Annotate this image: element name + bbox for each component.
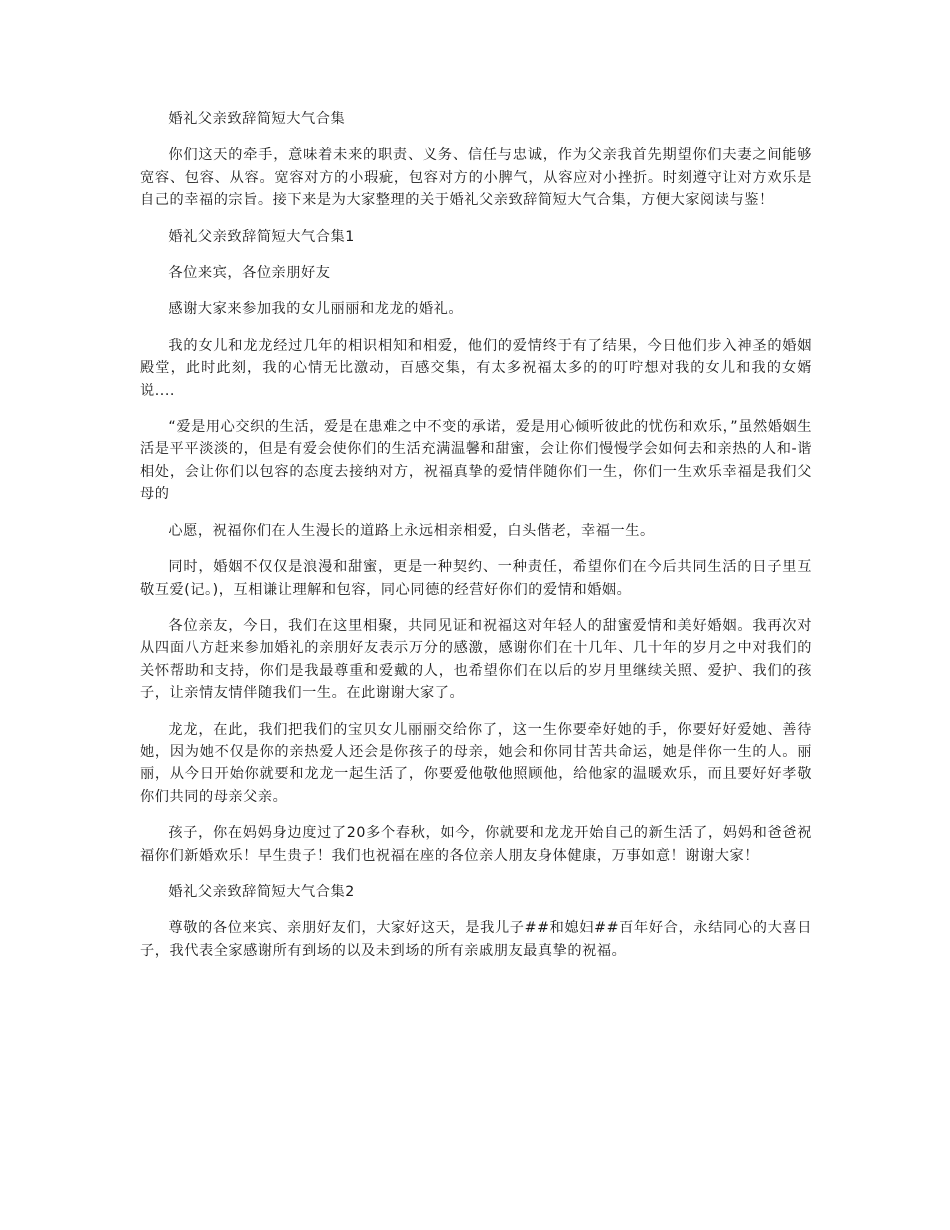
paragraph: 感谢大家来参加我的女儿丽丽和龙龙的婚礼。 bbox=[168, 301, 464, 318]
section-1-heading: 婚礼父亲致辞简短大气合集1 bbox=[168, 228, 355, 245]
paragraph: 同时，婚姻不仅仅是浪漫和甜蜜，更是一种契约、一种责任，希望你们在今后共同生活的日子里互敬互爱(记。)，互相谦让理解和包容，同心同德的经营好你们的爱情和婚姻。 bbox=[140, 559, 812, 598]
intro-paragraph: 你们这天的牵手，意味着未来的职责、义务、信任与忠诚，作为父亲我首先期望你们夫妻之间能够宽容、包容、从容。宽容对方的小瑕疵，包容对方的小脾气，从容应对小挫折。时刻遵守让对方欢乐是自己的幸福的宗旨。接下来是为大家整理的关于婚礼父亲致辞简短大气合集，方便大家阅读与鉴！ bbox=[140, 147, 812, 209]
paragraph: 尊敬的各位来宾、亲朋好友们，大家好这天，是我儿子##和媳妇##百年好合，永结同心的大喜日子，我代表全家感谢所有到场的以及未到场的所有亲戚朋友最真挚的祝福。 bbox=[140, 920, 812, 959]
paragraph: 各位亲友，今日，我们在这里相聚，共同见证和祝福这对年轻人的甜蜜爱情和美好婚姻。我再次对从四面八方赶来参加婚礼的亲朋好友表示万分的感激，感谢你们在十几年、几十年的岁月之中对我们的关怀帮助和支持，你们是我最尊重和爱戴的人，也希望你们在以后的岁月里继续关照、爱护、我们的孩子，让亲情友情伴随我们一生。在此谢谢大家了。 bbox=[140, 617, 812, 702]
paragraph: “爱是用心交织的生活，爱是在患难之中不变的承诺，爱是用心倾听彼此的忧伤和欢乐，”虽然婚姻生活是平平淡淡的，但是有爱会使你们的生活充满温馨和甜蜜，会让你们慢慢学会如何去和亲热的人和-谐相处，会让你们以包容的态度去接纳对方，祝福真挚的爱情伴随你们一生，你们一生欢乐幸福是我们父母的 bbox=[140, 419, 812, 503]
paragraph: 我的女儿和龙龙经过几年的相识相知和相爱，他们的爱情终于有了结果，今日他们步入神圣的婚姻殿堂，此时此刻，我的心情无比激动，百感交集，有太多祝福太多的的叮咛想对我的女儿和我的女婿说.... bbox=[140, 337, 812, 399]
document-title: 婚礼父亲致辞简短大气合集 bbox=[168, 111, 346, 127]
paragraph: 孩子，你在妈妈身边度过了20多个春秋，如今，你就要和龙龙开始自己的新生活了，妈妈和爸爸祝福你们新婚欢乐！早生贵子！我们也祝福在座的各位亲人朋友身体健康，万事如意！谢谢大家！ bbox=[140, 825, 812, 864]
paragraph: 心愿，祝福你们在人生漫长的道路上永远相亲相爱，白头偕老，幸福一生。 bbox=[168, 522, 655, 539]
section-2-heading: 婚礼父亲致辞简短大气合集2 bbox=[168, 883, 355, 900]
document-page bbox=[140, 108, 812, 976]
paragraph: 龙龙，在此，我们把我们的宝贝女儿丽丽交给你了，这一生你要牵好她的手，你要好好爱她、善待她，因为她不仅是你的亲热爱人还会是你孩子的母亲，她会和你同甘苦共命运，她是伴你一生的人。丽丽，从今日开始你就要和龙龙一起生活了，你要爱他敬他照顾他，给他家的温暖欢乐，而且要好好孝敬你们共同的母亲父亲。 bbox=[140, 721, 812, 805]
paragraph: 各位来宾，各位亲朋好友 bbox=[168, 265, 331, 282]
